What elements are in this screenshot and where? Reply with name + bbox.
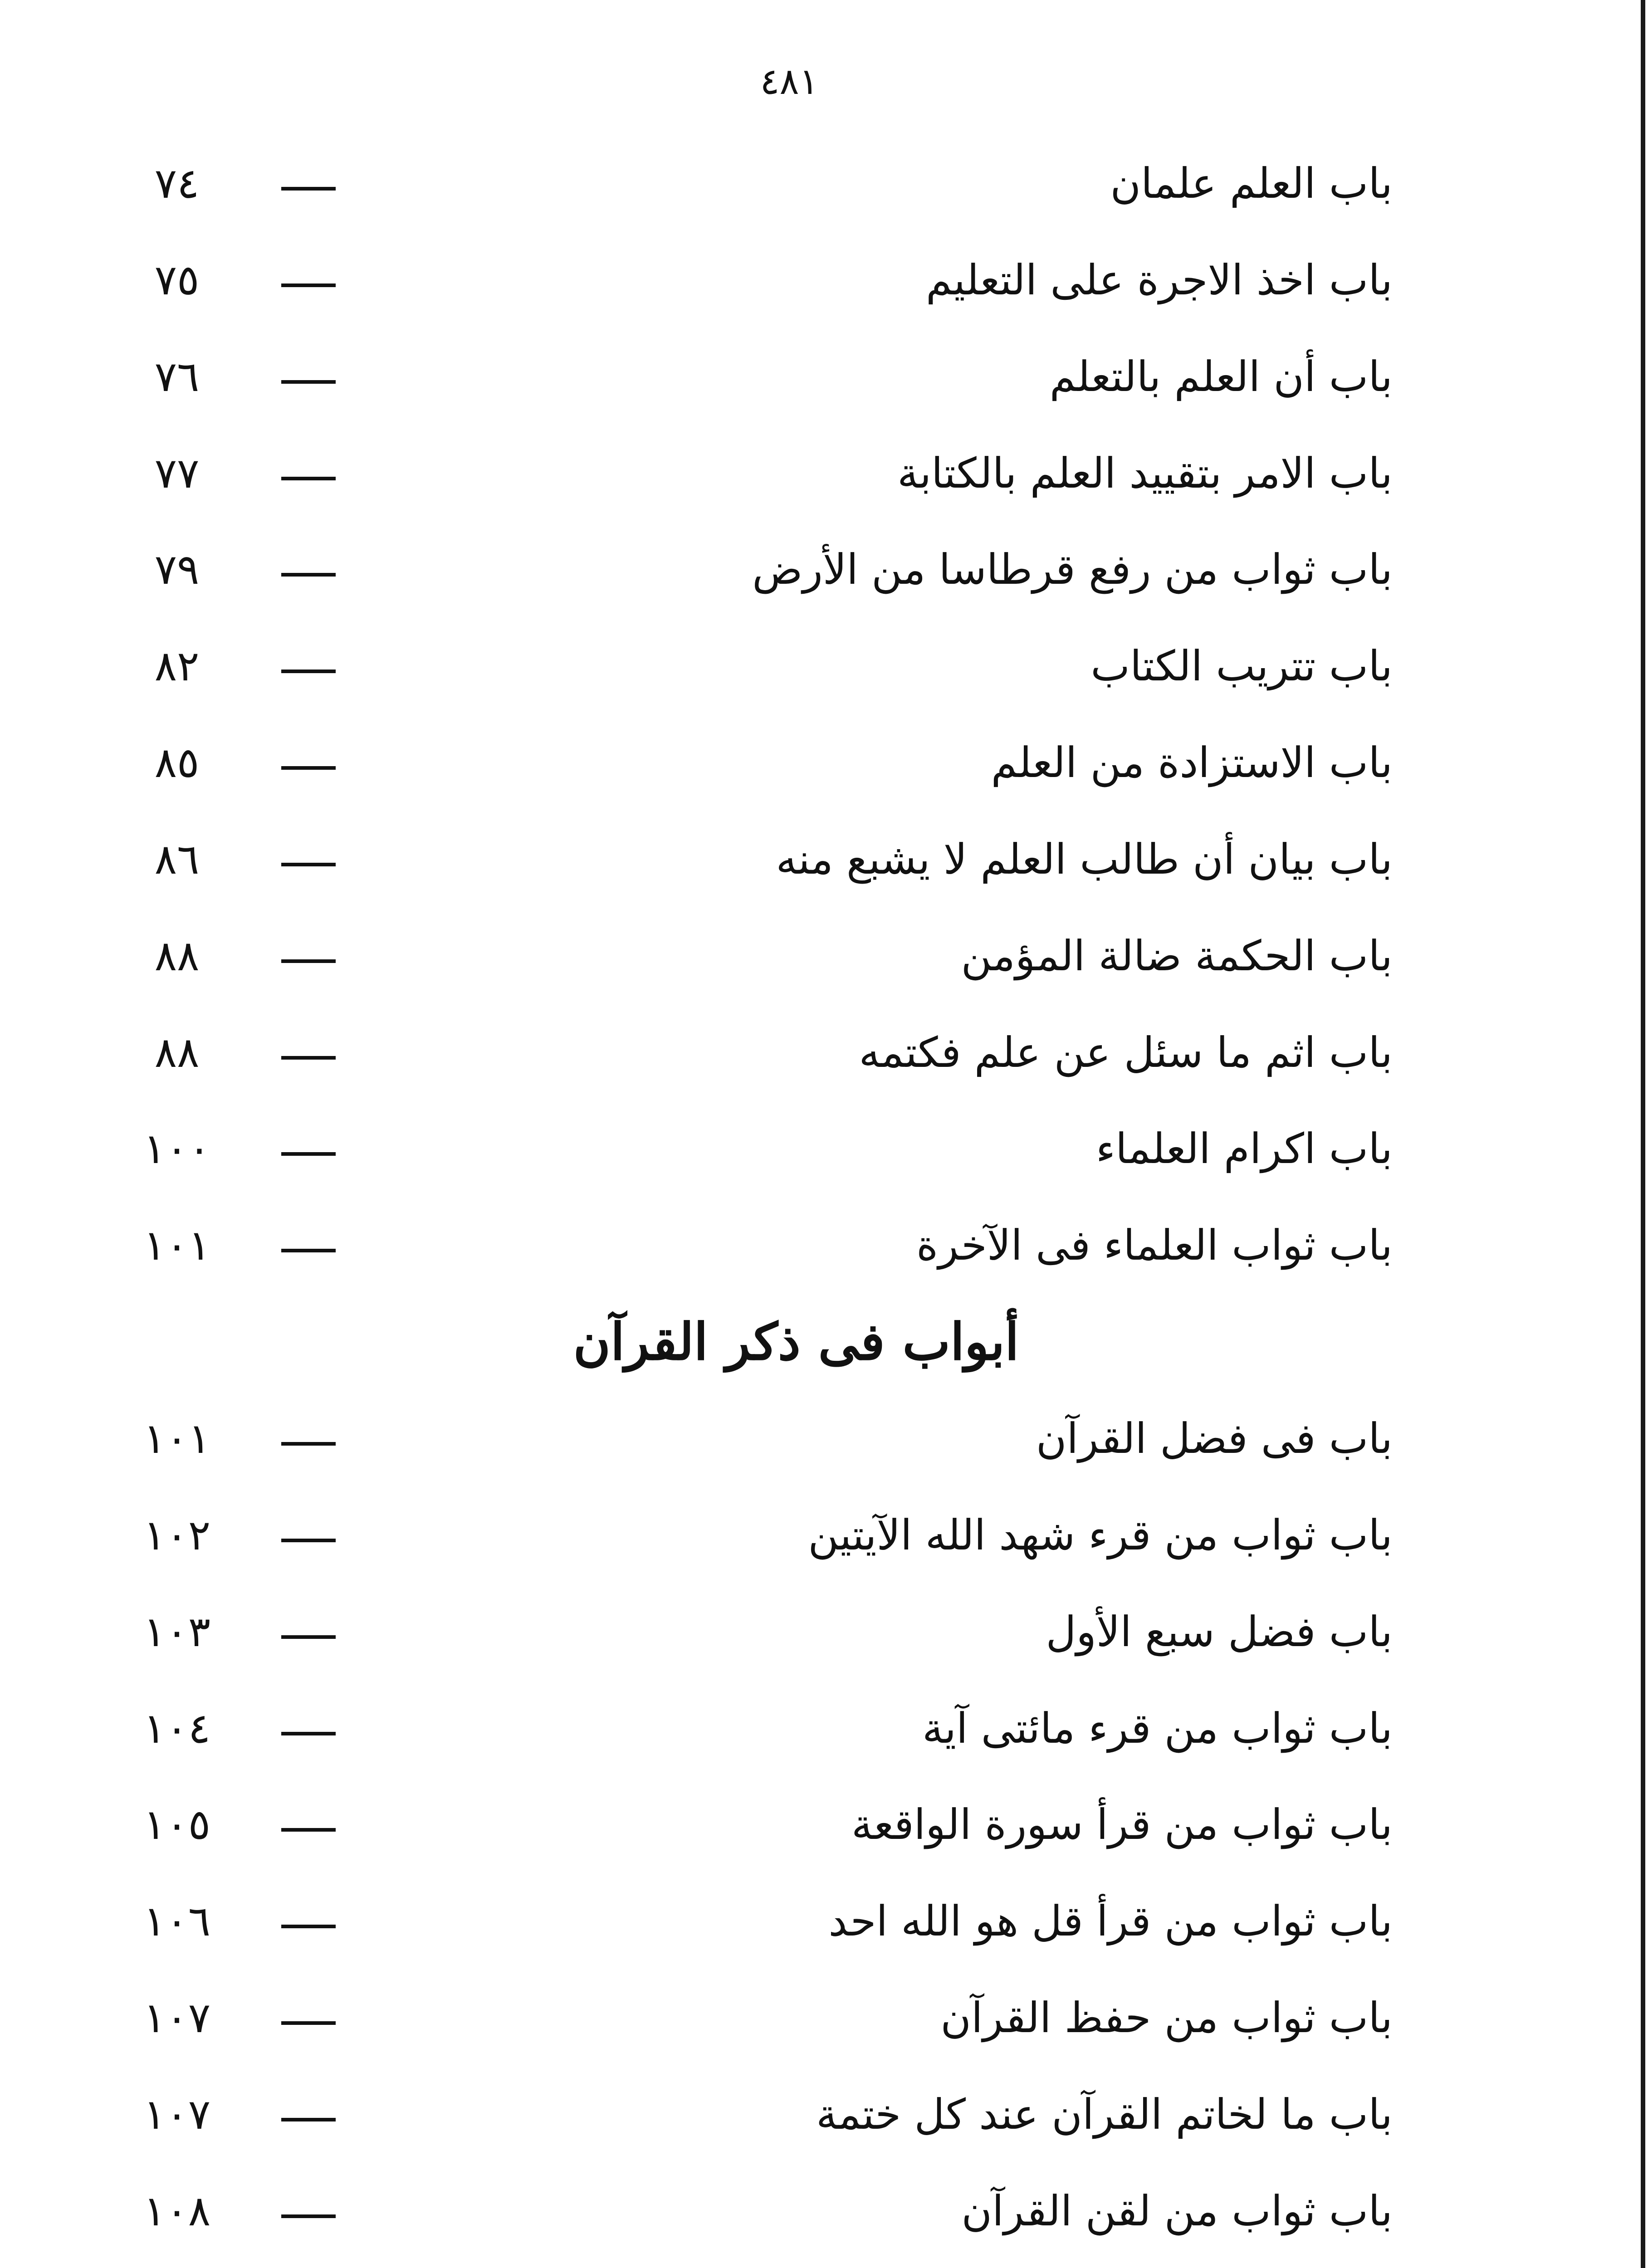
entry-title: باب اثم ما سئل عن علم فكتمه [859, 1028, 1393, 1077]
toc-entry [91, 343, 1393, 411]
entry-title: باب ثواب العلماء فى الآخرة [916, 1221, 1393, 1270]
entry-page-number: ٨٦ [154, 835, 200, 884]
entry-page-number: ١٠٣ [143, 1607, 211, 1656]
entry-page-number: ١٠٧ [143, 2090, 211, 2139]
entry-page-number: ١٠٢ [143, 1510, 211, 1559]
entry-page-number: ٨٨ [154, 931, 200, 980]
toc-entry [91, 826, 1393, 894]
toc-entry [91, 1019, 1393, 1087]
entry-page-number: ١٠١ [143, 1414, 211, 1463]
toc-entry [91, 2177, 1393, 2245]
entry-title: باب ثواب من قرأ قل هو الله احد [828, 1897, 1393, 1946]
leader-dash [281, 187, 336, 191]
entry-title: باب أن العلم بالتعلم [1049, 352, 1393, 401]
toc-entry [91, 1405, 1393, 1473]
entry-title: باب ثواب من حفظ القرآن [940, 1994, 1393, 2043]
entry-title: باب ثواب من قرء مائتى آية [922, 1704, 1393, 1753]
toc-entry [91, 536, 1393, 604]
section-heading: أبواب فى ذكر القرآن [573, 1312, 1019, 1372]
section-heading-row [91, 1308, 1393, 1376]
entry-page-number: ٧٧ [154, 449, 200, 498]
leader-dash [281, 284, 336, 287]
entry-title: باب ثواب من رفع قرطاسا من الأرض [752, 545, 1393, 594]
leader-dash [281, 2118, 336, 2121]
leader-dash [281, 766, 336, 770]
leader-dash [281, 380, 336, 384]
entry-title: باب بيان أن طالب العلم لا يشبع منه [776, 835, 1393, 884]
table-of-contents [91, 150, 1393, 2245]
leader-dash [281, 1249, 336, 1252]
leader-dash [281, 1539, 336, 1542]
leader-dash [281, 959, 336, 963]
toc-entry [91, 2081, 1393, 2149]
leader-dash [281, 863, 336, 866]
entry-page-number: ٧٩ [154, 545, 200, 594]
toc-entry [91, 246, 1393, 314]
entry-page-number: ١٠٥ [143, 1800, 211, 1849]
leader-dash [281, 670, 336, 673]
leader-dash [281, 573, 336, 577]
leader-dash [281, 1828, 336, 1832]
entry-title: باب فى فضل القرآن [1036, 1414, 1393, 1463]
toc-entry [91, 729, 1393, 797]
entry-page-number: ١٠٦ [143, 1897, 211, 1946]
entry-page-number: ٧٥ [154, 255, 200, 304]
toc-entry [91, 1695, 1393, 1763]
page-number: ٤٨١ [760, 60, 819, 103]
toc-entry [91, 632, 1393, 700]
toc-entry [91, 1501, 1393, 1569]
entry-title: باب ثواب من قرأ سورة الواقعة [851, 1800, 1393, 1849]
leader-dash [281, 1056, 336, 1060]
toc-entry [91, 922, 1393, 990]
entry-title: باب فضل سبع الأول [1046, 1607, 1393, 1656]
toc-entry [91, 150, 1393, 218]
leader-dash [281, 1635, 336, 1639]
entry-page-number: ١٠٠ [143, 1124, 211, 1173]
entry-page-number: ٨٨ [154, 1028, 200, 1077]
entry-title: باب اكرام العلماء [1095, 1124, 1393, 1173]
entry-title: باب ثواب من لقن القرآن [961, 2186, 1393, 2235]
entry-title: باب الاستزادة من العلم [991, 738, 1393, 787]
leader-dash [281, 1152, 336, 1156]
entry-page-number: ٧٤ [154, 159, 200, 208]
entry-page-number: ٧٦ [154, 352, 200, 401]
leader-dash [281, 477, 336, 480]
entry-title: باب الحكمة ضالة المؤمن [961, 931, 1393, 980]
entry-title: باب ثواب من قرء شهد الله الآيتين [808, 1510, 1393, 1559]
entry-title: باب العلم علمان [1110, 159, 1393, 208]
toc-entry [91, 1984, 1393, 2052]
entry-page-number: ٨٥ [154, 738, 200, 787]
entry-title: باب اخذ الاجرة على التعليم [925, 255, 1393, 304]
leader-dash [281, 1925, 336, 1928]
entry-page-number: ١٠٤ [143, 1704, 211, 1753]
toc-entry [91, 1598, 1393, 1666]
toc-entry [91, 1791, 1393, 1859]
entry-page-number: ٨٢ [154, 642, 200, 691]
leader-dash [281, 1732, 336, 1735]
entry-page-number: ١٠٨ [143, 2186, 211, 2235]
leader-dash [281, 2214, 336, 2218]
entry-page-number: ١٠١ [143, 1221, 211, 1270]
entry-title: باب الامر بتقييد العلم بالكتابة [897, 449, 1393, 498]
toc-entry [91, 1212, 1393, 1280]
leader-dash [281, 1442, 336, 1446]
toc-entry [91, 1887, 1393, 1955]
toc-entry [91, 1115, 1393, 1183]
entry-page-number: ١٠٧ [143, 1994, 211, 2043]
toc-entry [91, 440, 1393, 508]
scan-border-edge [1641, 0, 1645, 2268]
entry-title: باب تتريب الكتاب [1091, 642, 1393, 691]
entry-title: باب ما لخاتم القرآن عند كل ختمة [816, 2090, 1393, 2139]
leader-dash [281, 2021, 336, 2025]
